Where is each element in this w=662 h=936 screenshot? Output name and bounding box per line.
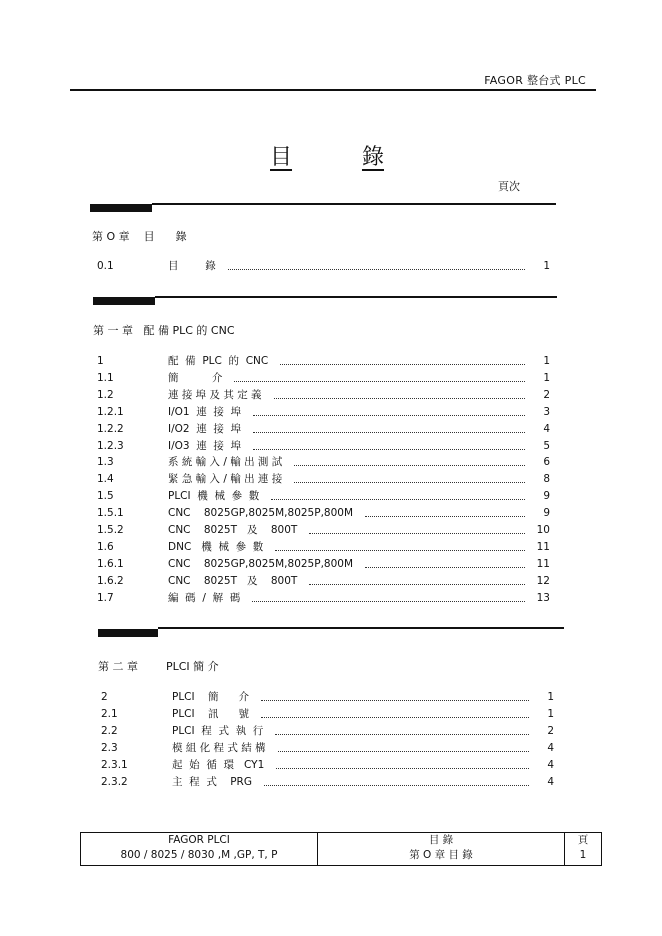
page-column-label: 頁次	[498, 180, 520, 193]
toc-entry[interactable]	[97, 455, 550, 470]
footer-chapter-sub: 第 O 章 目 錄	[409, 849, 473, 861]
toc-entry[interactable]	[97, 506, 550, 521]
section-rule	[158, 627, 564, 629]
section-marker-bar	[93, 297, 155, 305]
toc-entry-number: 0.1	[97, 260, 114, 272]
toc-entry[interactable]	[101, 775, 554, 790]
toc-entry-page: 4	[547, 775, 554, 788]
toc-entry[interactable]	[97, 523, 550, 538]
toc-leader-dots	[271, 489, 525, 500]
toc-leader-dots	[253, 439, 525, 450]
toc-entry[interactable]	[101, 758, 554, 773]
toc-leader-dots	[275, 540, 525, 551]
toc-leader-dots	[365, 506, 525, 517]
toc-entry-page: 4	[543, 422, 550, 435]
footer-product	[81, 833, 318, 865]
toc-entry-title: 起 始 循 環 CY1	[172, 758, 265, 771]
toc-entry-number: 2.1	[101, 707, 118, 720]
toc-entry-number: 1.3	[97, 456, 114, 469]
toc-entry-page: 1	[543, 260, 550, 272]
toc-leader-dots	[228, 259, 525, 270]
toc-entry-title: DNC 機 械 參 數	[168, 540, 264, 553]
toc-entry-number: 2.2	[101, 724, 118, 737]
toc-entry-number: 1.5.1	[97, 507, 124, 520]
toc-entry-number: 1.2.3	[97, 439, 124, 452]
toc-entry-number: 1.5	[97, 490, 114, 503]
toc-entry-page: 13	[536, 591, 550, 604]
toc-entry-title: PLCI 訊 號	[172, 707, 249, 720]
toc-entry-page: 8	[543, 473, 550, 486]
toc-entry-number: 2.3.2	[101, 775, 128, 788]
toc-entry-number: 1.2.2	[97, 422, 124, 435]
toc-entry-title: CNC 8025GP,8025M,8025P,800M	[168, 557, 354, 570]
toc-entry-number: 2.3	[101, 741, 118, 754]
toc-entry[interactable]	[97, 405, 550, 420]
toc-entry-page: 4	[547, 758, 554, 771]
toc-leader-dots	[276, 758, 529, 769]
footer-product-name: FAGOR PLCI	[168, 834, 230, 846]
toc-entry-number: 1	[97, 355, 104, 367]
toc-leader-dots	[278, 741, 529, 752]
toc-leader-dots	[275, 724, 529, 735]
toc-entry-number: 1.6	[97, 540, 114, 553]
toc-entry-title: CNC 8025GP,8025M,8025P,800M	[168, 507, 354, 520]
toc-entry-page: 4	[547, 741, 554, 754]
toc-entry-title: PLCI 簡 介	[172, 691, 249, 703]
chapter-heading: 第 O 章 目 錄	[92, 230, 187, 243]
toc-leader-dots	[280, 354, 525, 365]
toc-leader-dots	[274, 388, 525, 399]
toc-entry-title: 配 備 PLC 的 CNC	[168, 355, 269, 367]
toc-entry-page: 12	[536, 574, 550, 587]
toc-entry[interactable]	[97, 472, 550, 487]
toc-entry-title: PLCI 機 械 參 數	[168, 490, 260, 503]
toc-entry-title: 連 接 埠 及 其 定 義	[168, 388, 262, 401]
toc-entry-page: 1	[543, 371, 550, 384]
title-char-1: 目	[270, 145, 293, 170]
toc-entry-title: 緊 急 輸 入 / 輸 出 連 接	[168, 473, 283, 486]
toc-leader-dots	[294, 455, 525, 466]
toc-leader-dots	[309, 574, 525, 585]
toc-entry-number: 1.6.1	[97, 557, 124, 570]
footer-page	[565, 833, 601, 865]
toc-entry-page: 1	[547, 707, 554, 720]
header-brand: FAGOR 整台式 PLC	[484, 74, 586, 87]
footer-page-label: 頁	[577, 834, 589, 846]
toc-leader-dots	[294, 472, 525, 483]
toc-entry-page: 3	[543, 405, 550, 418]
footer-product-models: 800 / 8025 / 8030 ,M ,GP, T, P	[120, 849, 278, 861]
toc-entry-page: 9	[543, 507, 550, 520]
page-footer	[80, 832, 602, 866]
section-marker-bar	[90, 204, 152, 212]
toc-leader-dots	[234, 371, 525, 382]
toc-entry-title: 主 程 式 PRG	[172, 775, 252, 788]
toc-entry-page: 10	[536, 524, 550, 536]
toc-entry-page: 11	[536, 540, 550, 553]
toc-entry-title: I/O2 連 接 埠	[168, 422, 242, 435]
toc-entry[interactable]	[97, 540, 550, 555]
toc-entry-number: 1.4	[97, 473, 114, 486]
toc-entry[interactable]	[97, 388, 550, 403]
toc-entry[interactable]	[97, 591, 550, 606]
toc-entry[interactable]	[101, 741, 554, 756]
footer-chapter-title: 目 錄	[428, 834, 454, 846]
footer-chapter	[318, 833, 565, 865]
chapter-heading: 第 二 章 PLCI 簡 介	[98, 660, 219, 673]
section-rule	[152, 203, 556, 205]
toc-entry-title: 目 錄	[168, 260, 216, 272]
toc-leader-dots	[365, 557, 525, 568]
toc-entry-title: CNC 8025T 及 800T	[168, 574, 298, 587]
toc-entry[interactable]	[97, 354, 550, 369]
toc-entry[interactable]	[97, 489, 550, 504]
toc-entry-title: 系 統 輸 入 / 輸 出 測 試	[168, 456, 283, 469]
toc-entry-page: 5	[543, 439, 550, 452]
toc-entry-page: 1	[543, 355, 550, 367]
toc-entry-title: PLCI 程 式 執 行	[172, 724, 264, 737]
toc-entry[interactable]	[101, 707, 554, 722]
toc-entry-title: CNC 8025T 及 800T	[168, 524, 298, 536]
toc-leader-dots	[253, 422, 525, 433]
toc-leader-dots	[264, 775, 529, 786]
page-title	[270, 140, 384, 171]
toc-entry[interactable]	[97, 422, 550, 437]
toc-entry-title: 簡 介	[168, 371, 223, 384]
toc-entry[interactable]	[97, 557, 550, 572]
toc-entry-page: 11	[536, 557, 550, 570]
toc-leader-dots	[252, 591, 525, 602]
toc-entry-title: I/O3 連 接 埠	[168, 439, 242, 452]
toc-leader-dots	[309, 523, 525, 534]
toc-entry[interactable]	[97, 371, 550, 386]
toc-entry[interactable]	[97, 439, 550, 454]
toc-entry-number: 1.2	[97, 388, 114, 401]
toc-entry[interactable]	[97, 259, 550, 274]
toc-entry-title: 模 組 化 程 式 結 構	[172, 741, 266, 754]
section-marker-bar	[98, 629, 158, 637]
toc-entry-number: 1.1	[97, 371, 114, 384]
toc-entry-page: 6	[543, 456, 550, 469]
header-divider	[70, 89, 596, 91]
toc-entry[interactable]	[101, 724, 554, 739]
chapter-heading: 第 一 章 配 備 PLC 的 CNC	[93, 324, 235, 337]
title-char-2: 錄	[361, 145, 384, 170]
toc-entry[interactable]	[97, 574, 550, 589]
section-rule	[155, 296, 557, 298]
toc-entry-title: I/O1 連 接 埠	[168, 405, 242, 418]
toc-entry-page: 2	[543, 388, 550, 401]
toc-entry-page: 1	[547, 691, 554, 703]
toc-entry-title: 編 碼 / 解 碼	[168, 591, 241, 604]
toc-entry-number: 1.6.2	[97, 574, 124, 587]
toc-entry-number: 1.5.2	[97, 524, 124, 536]
toc-leader-dots	[253, 405, 525, 416]
footer-page-number: 1	[579, 849, 587, 861]
toc-entry-number: 2	[101, 691, 108, 703]
toc-entry-number: 1.7	[97, 591, 114, 604]
toc-leader-dots	[261, 690, 529, 701]
toc-leader-dots	[261, 707, 529, 718]
toc-entry-page: 9	[543, 490, 550, 503]
toc-entry[interactable]	[101, 690, 554, 705]
toc-entry-page: 2	[547, 724, 554, 737]
toc-entry-number: 1.2.1	[97, 405, 124, 418]
toc-entry-number: 2.3.1	[101, 758, 128, 771]
